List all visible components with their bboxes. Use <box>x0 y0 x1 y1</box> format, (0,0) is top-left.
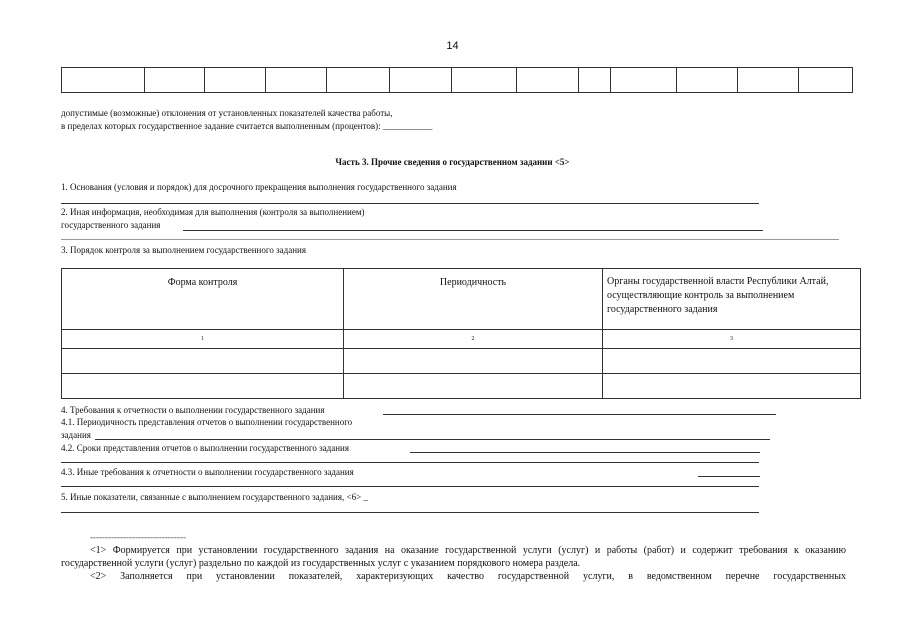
table-cell <box>677 68 738 93</box>
deviation-line-1: допустимые (возможные) отклонения от установленных показателей качества работы, <box>61 108 393 118</box>
table-cell <box>578 68 610 93</box>
table-header-row <box>62 269 861 330</box>
footnote-2: <2> Заполняется при установлении показателей, характеризующих качество государственной услуги, в ведомственном перечне государственных <box>90 571 846 582</box>
deviation-line-2: в пределах которых государственное задание считается выполненным (процентов): ___________ <box>61 121 433 131</box>
item-5-text: 5. Иные показатели, связанные с выполнением государственного задания, <6> _ <box>61 492 368 502</box>
table-cell <box>62 349 344 374</box>
table-cell <box>344 349 603 374</box>
table-cell <box>62 374 344 399</box>
item-4-3-text: 4.3. Иные требования к отчетности о выполнении государственного задания <box>61 467 354 477</box>
column-number: 3 <box>603 330 861 349</box>
table-cell <box>344 374 603 399</box>
column-header-authorities: Органы государственной власти Республики Алтай, осуществляющие контроль за выполнением государственного задания <box>603 269 861 330</box>
column-header-form: Форма контроля <box>62 269 344 330</box>
column-number: 1 <box>62 330 344 349</box>
fill-line <box>95 439 770 440</box>
fill-line <box>383 414 776 415</box>
table-cell <box>144 68 205 93</box>
table-cell <box>327 68 390 93</box>
fill-line <box>61 462 759 463</box>
item-2-line-2: государственного задания <box>61 220 161 230</box>
fill-line <box>410 452 760 453</box>
fill-line <box>61 239 839 240</box>
fill-line <box>61 203 759 204</box>
item-1-text: 1. Основания (условия и порядок) для досрочного прекращения выполнения государственного задания <box>61 182 457 192</box>
table-row <box>62 349 861 374</box>
table-row <box>62 374 861 399</box>
table-cell <box>737 68 798 93</box>
table-cell <box>603 374 861 399</box>
table-cell <box>516 68 578 93</box>
fill-line <box>61 512 759 513</box>
column-number: 2 <box>344 330 603 349</box>
item-4-text: 4. Требования к отчетности о выполнении государственного задания <box>61 405 325 415</box>
column-header-periodicity: Периодичность <box>344 269 603 330</box>
table-cell <box>611 68 677 93</box>
item-4-2-text: 4.2. Сроки представления отчетов о выполнении государственного задания <box>61 443 349 453</box>
continued-table <box>61 67 853 93</box>
footnote-separator: -------------------------------- <box>90 532 186 542</box>
table-cell <box>266 68 327 93</box>
item-4-1-line-2: задания <box>61 430 91 440</box>
fill-line <box>61 486 759 487</box>
control-table <box>61 268 861 399</box>
table-cell <box>798 68 852 93</box>
table-cell <box>390 68 452 93</box>
item-2-line-1: 2. Иная информация, необходимая для выполнения (контроля за выполнением) <box>61 207 365 217</box>
table-cell <box>603 349 861 374</box>
table-cell <box>62 68 145 93</box>
table-number-row <box>62 330 861 349</box>
item-3-text: 3. Порядок контроля за выполнением государственного задания <box>61 245 306 255</box>
part3-title: Часть 3. Прочие сведения о государственном задании <5> <box>335 157 570 167</box>
fill-line <box>698 476 760 477</box>
table-row <box>62 68 853 93</box>
table-cell <box>205 68 266 93</box>
fill-line <box>183 230 763 231</box>
table-cell <box>452 68 517 93</box>
item-4-1-line-1: 4.1. Периодичность представления отчетов о выполнении государственного <box>61 417 353 427</box>
footnote-1: <1> Формируется при установлении государственного задания на оказание государственной услуги (услуг) и работы (работ) и содержит требования к оказанию государственной услуги (услуг) раздельно по каждой из государственных услуг с указанием порядкового номера раздела. <box>61 545 846 569</box>
page-number: 14 <box>446 40 459 52</box>
